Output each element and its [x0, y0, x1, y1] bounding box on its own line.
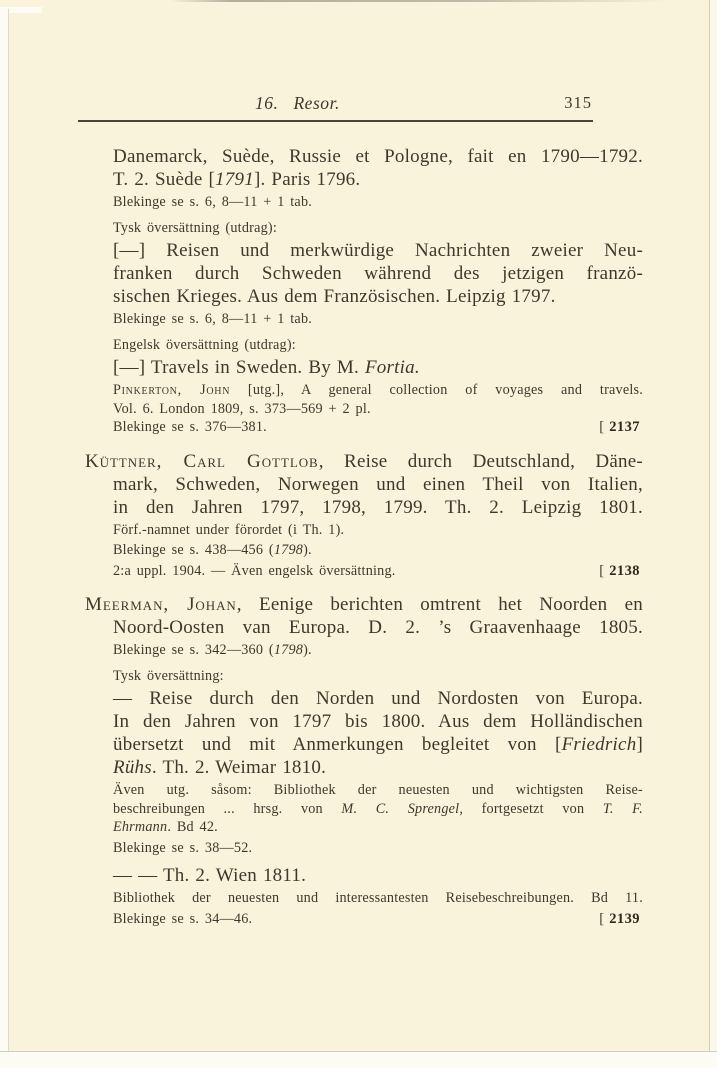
note-aven-utg: [85, 781, 643, 837]
text-segment: [—] Reisen und merkwürdige Nachrichten zweier Neu-: [113, 240, 643, 261]
text-segment: Blekinge se s. 38—52.: [113, 839, 253, 856]
text-line: [113, 418, 643, 437]
section-title: Resor.: [293, 93, 340, 113]
page-edge-bottom: [0, 1051, 717, 1068]
italic-text: 1798: [273, 542, 304, 558]
text-segment: Blekinge se s. 438—456 (: [113, 542, 274, 558]
text-segment: [utg.], A general collection of voyages and travels.: [230, 382, 644, 398]
text-line: [113, 562, 643, 581]
italic-text: M. C. Sprengel: [341, 800, 460, 817]
text-segment: , Reise durch Deutschland, Däne-: [318, 450, 643, 472]
reference-bracket: [: [599, 419, 605, 435]
text-segment: . Th. 2. Weimar 1810.: [151, 757, 327, 778]
text-line: [113, 910, 643, 929]
text-segment: 2:a uppl. 1904. — Även engelsk översättning.: [113, 562, 396, 579]
entry-reference-number: [599, 562, 640, 581]
note-blekinge-5: [85, 839, 643, 858]
entry-reference-number: [599, 418, 640, 437]
note-blekinge-3: [85, 541, 643, 560]
text-line: [113, 687, 643, 710]
note-blekinge-6: [85, 910, 643, 929]
text-line: [113, 641, 643, 660]
reference-bracket: [: [599, 562, 605, 579]
reference-bracket: [: [599, 910, 605, 927]
text-segment: Blekinge se s. 342—360 (: [113, 642, 274, 658]
text-line: [113, 336, 643, 355]
label-engelsk-oversattning-utdrag: [85, 336, 643, 355]
text-line: [113, 756, 643, 779]
text-line: [85, 450, 643, 473]
text-line: [113, 818, 643, 837]
text-line: [113, 733, 643, 756]
text-line: [113, 285, 643, 308]
entry-english-translation-travels: [85, 356, 643, 379]
note-blekinge-2: [85, 310, 643, 329]
author-name: Meerman, Johan: [85, 594, 237, 615]
text-segment: Tysk översättning (utdrag):: [113, 219, 277, 236]
label-tysk-oversattning-utdrag: [85, 219, 643, 238]
text-segment: mark, Schweden, Norwegen und einen Theil von Italien,: [113, 473, 643, 495]
italic-text: Fortia.: [364, 357, 420, 378]
text-line: [113, 381, 643, 400]
page-number: 315: [564, 93, 592, 112]
text-line: [113, 800, 643, 819]
text-line: [113, 168, 643, 191]
text-segment: beschreibungen ... hrsg. von: [113, 800, 342, 817]
text-line: [113, 262, 643, 285]
italic-text: Rühs: [113, 757, 152, 778]
text-segment: Blekinge se s. 6, 8—11 + 1 tab.: [113, 194, 313, 210]
text-line: [113, 239, 643, 262]
page-edge-right-margin: [710, 0, 717, 1051]
note-forf-namnet: [85, 521, 643, 540]
text-segment: Blekinge se s. 376—381.: [113, 419, 267, 435]
note-blekinge-4: [85, 641, 643, 660]
section-heading: [255, 93, 340, 114]
page-edge-top: [170, 0, 670, 2]
text-segment: Noord-Oosten van Europa. D. 2. ’s Graavenhaage 1805.: [113, 617, 643, 638]
text-segment: [—] Travels in Sweden. By M.: [113, 357, 365, 378]
text-line: [85, 593, 643, 616]
text-line: [113, 839, 643, 858]
reference-number: 2138: [609, 562, 640, 579]
text-segment: Även utg. såsom: Bibliothek der neuesten und wichtigsten Reise-: [113, 782, 643, 798]
text-segment: ]. Paris 1796.: [253, 169, 361, 190]
author-name: Küttner, Carl Gottlob: [85, 450, 319, 472]
italic-text: Friedrich: [561, 734, 637, 755]
text-line: [113, 193, 643, 212]
entry-wien-1811: [85, 864, 643, 887]
entry-reference-number: [599, 910, 640, 929]
text-segment: Förf.-namnet under förordet (i Th. 1).: [113, 521, 345, 538]
text-segment: — — Th. 2. Wien 1811.: [113, 865, 307, 886]
italic-text: Ehrmann: [113, 819, 168, 835]
text-segment: franken durch Schweden während des jetzigen franzö-: [113, 263, 643, 284]
running-header: [0, 93, 717, 117]
text-line: [113, 219, 643, 238]
text-segment: in den Jahren 1797, 1798, 1799. Th. 2. Leipzig 1801.: [113, 496, 643, 518]
italic-text: 1798: [273, 642, 304, 658]
text-line: [113, 889, 643, 908]
text-segment: Engelsk översättning (utdrag):: [113, 336, 296, 353]
text-segment: . Bd 42.: [167, 819, 218, 835]
text-line: [113, 400, 643, 419]
text-segment: , fortgesetzt von: [459, 800, 603, 817]
note-bibliothek: [85, 889, 643, 908]
text-line: [113, 541, 643, 560]
author-name: Pinkerton, John: [113, 382, 231, 398]
section-number: 16.: [255, 93, 279, 113]
text-segment: übersetzt und mit Anmerkungen begleitet von [: [113, 734, 562, 755]
text-line: [113, 710, 643, 733]
text-segment: Blekinge se s. 6, 8—11 + 1 tab.: [113, 311, 313, 327]
text-segment: T. 2. Suède [: [113, 169, 216, 190]
entry-german-translation-reisen: [85, 239, 643, 308]
text-segment: ).: [303, 642, 312, 658]
text-segment: sischen Krieges. Aus dem Französischen. Leipzig 1797.: [113, 286, 556, 307]
text-line: [113, 616, 643, 639]
text-line: [113, 310, 643, 329]
italic-text: 1791: [215, 169, 254, 190]
text-segment: ]: [636, 734, 643, 755]
text-segment: Bibliothek der neuesten und interessantesten Reisebeschreibungen. Bd 11.: [113, 890, 643, 906]
text-line: [113, 864, 643, 887]
text-segment: ).: [303, 542, 312, 558]
text-line: [113, 145, 643, 168]
note-blekinge-1: [85, 193, 643, 212]
bibliography-text: [85, 145, 643, 928]
note-uppl-1904: [85, 562, 643, 581]
text-line: [113, 473, 643, 496]
header-rule: [78, 120, 593, 122]
text-segment: Vol. 6. London 1809, s. 373—569 + 2 pl.: [113, 400, 371, 417]
text-line: [113, 781, 643, 800]
italic-text: T. F.: [602, 800, 643, 817]
entry-meerman: [85, 593, 643, 639]
text-line: [113, 521, 643, 540]
text-segment: — Reise durch den Norden und Nordosten von Europa.: [113, 688, 643, 709]
text-segment: Tysk översättning:: [113, 667, 224, 684]
text-line: [113, 496, 643, 519]
reference-number: 2137: [609, 419, 640, 435]
label-tysk-oversattning: [85, 667, 643, 686]
text-line: [113, 667, 643, 686]
text-segment: Danemarck, Suède, Russie et Pologne, fait en 1790—1792.: [113, 146, 643, 167]
text-segment: Blekinge se s. 34—46.: [113, 910, 253, 927]
entry-tail-danemarck: [85, 145, 643, 191]
note-pinkerton: [85, 381, 643, 437]
page-edge-left: [0, 9, 9, 1068]
text-segment: , Eenige berichten omtrent het Noorden en: [236, 594, 643, 615]
entry-kuttner: [85, 450, 643, 519]
reference-number: 2139: [609, 910, 640, 927]
text-segment: In den Jahren von 1797 bis 1800. Aus dem Holländischen: [113, 711, 643, 732]
text-line: [113, 356, 643, 379]
entry-german-translation-meerman: [85, 687, 643, 779]
